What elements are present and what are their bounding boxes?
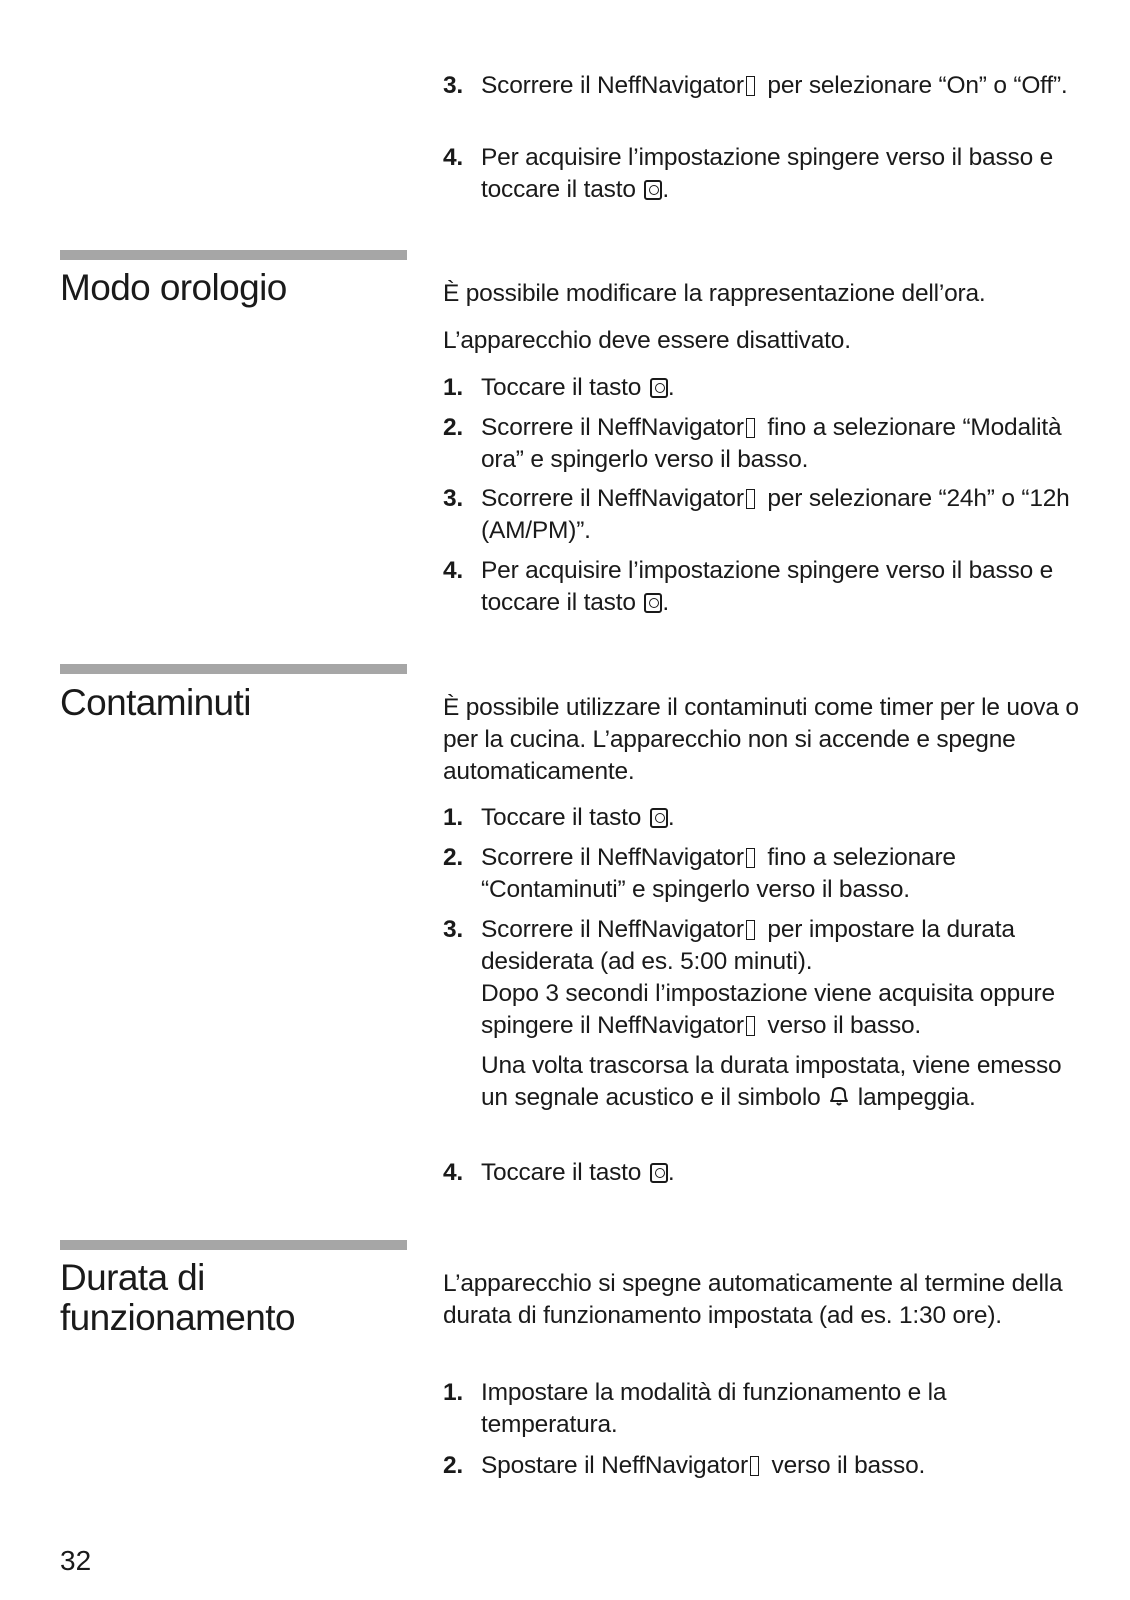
top-step-4: 4. Per acquisire l’impostazione spingere verso il basso e toccare il tasto . [443,144,1054,203]
clock-key-icon [650,1163,668,1183]
section-divider-contaminuti [60,664,407,674]
conta-note: Una volta trascorsa la durata impostata, viene emesso un segnale acustico e il simbolo lampeggia. [481,1052,1062,1111]
neff-navigator-icon [746,76,755,96]
section-divider-modo-orologio [60,250,407,260]
section-heading-modo-orologio: Modo orologio [60,267,287,308]
top-step-3: 3. Scorrere il NeffNavigator per selezionare “On” o “Off”. [443,72,1068,99]
clock-key-icon [650,808,668,828]
conta-step-1: 1. Toccare il tasto . [443,804,675,831]
conta-step-4: 4. Toccare il tasto . [443,1159,675,1186]
neff-navigator-icon [746,1016,755,1036]
neff-navigator-icon [746,920,755,940]
paragraph: L’apparecchio si spegne automaticamente al termine della durata di funzionamento impostata (ad es. 1:30 ore). [443,1270,1063,1329]
clock-key-icon [644,180,662,200]
bell-icon [827,1085,851,1107]
durata-step-2: 2. Spostare il NeffNavigator verso il basso. [443,1452,926,1479]
neff-navigator-icon [750,1456,759,1476]
clock-key-icon [650,378,668,398]
modo-step-3: 3. Scorrere il NeffNavigator per selezionare “24h” o “12h (AM/PM)”. [443,485,1070,544]
neff-navigator-icon [746,418,755,438]
section-heading-contaminuti: Contaminuti [60,682,251,723]
durata-step-1: 1. Impostare la modalità di funzionamento e la temperatura. [443,1379,947,1438]
section-heading-durata: Durata di funzionamento [60,1257,295,1338]
modo-step-2: 2. Scorrere il NeffNavigator fino a selezionare “Modalità ora” e spingerlo verso il basso. [443,414,1062,473]
modo-step-1: 1. Toccare il tasto . [443,374,675,401]
paragraph: L’apparecchio deve essere disattivato. [443,327,851,354]
modo-step-4: 4. Per acquisire l’impostazione spingere verso il basso e toccare il tasto . [443,557,1054,616]
neff-navigator-icon [746,489,755,509]
section-divider-durata [60,1240,407,1250]
conta-step-3: 3. Scorrere il NeffNavigator per impostare la durata desiderata (ad es. 5:00 minuti). Dopo 3 secondi l’impostazione viene acquisita oppure spingere il NeffNavigator verso il basso. [443,916,1055,1039]
paragraph: È possibile utilizzare il contaminuti come timer per le uova o per la cucina. L’apparecchio non si accende e spegne automaticamente. [443,694,1079,785]
paragraph: È possibile modificare la rappresentazione dell’ora. [443,280,986,307]
neff-navigator-icon [746,848,755,868]
conta-step-2: 2. Scorrere il NeffNavigator fino a selezionare “Contaminuti” e spingerlo verso il basso. [443,844,956,903]
page-number: 32 [60,1545,92,1576]
clock-key-icon [644,593,662,613]
